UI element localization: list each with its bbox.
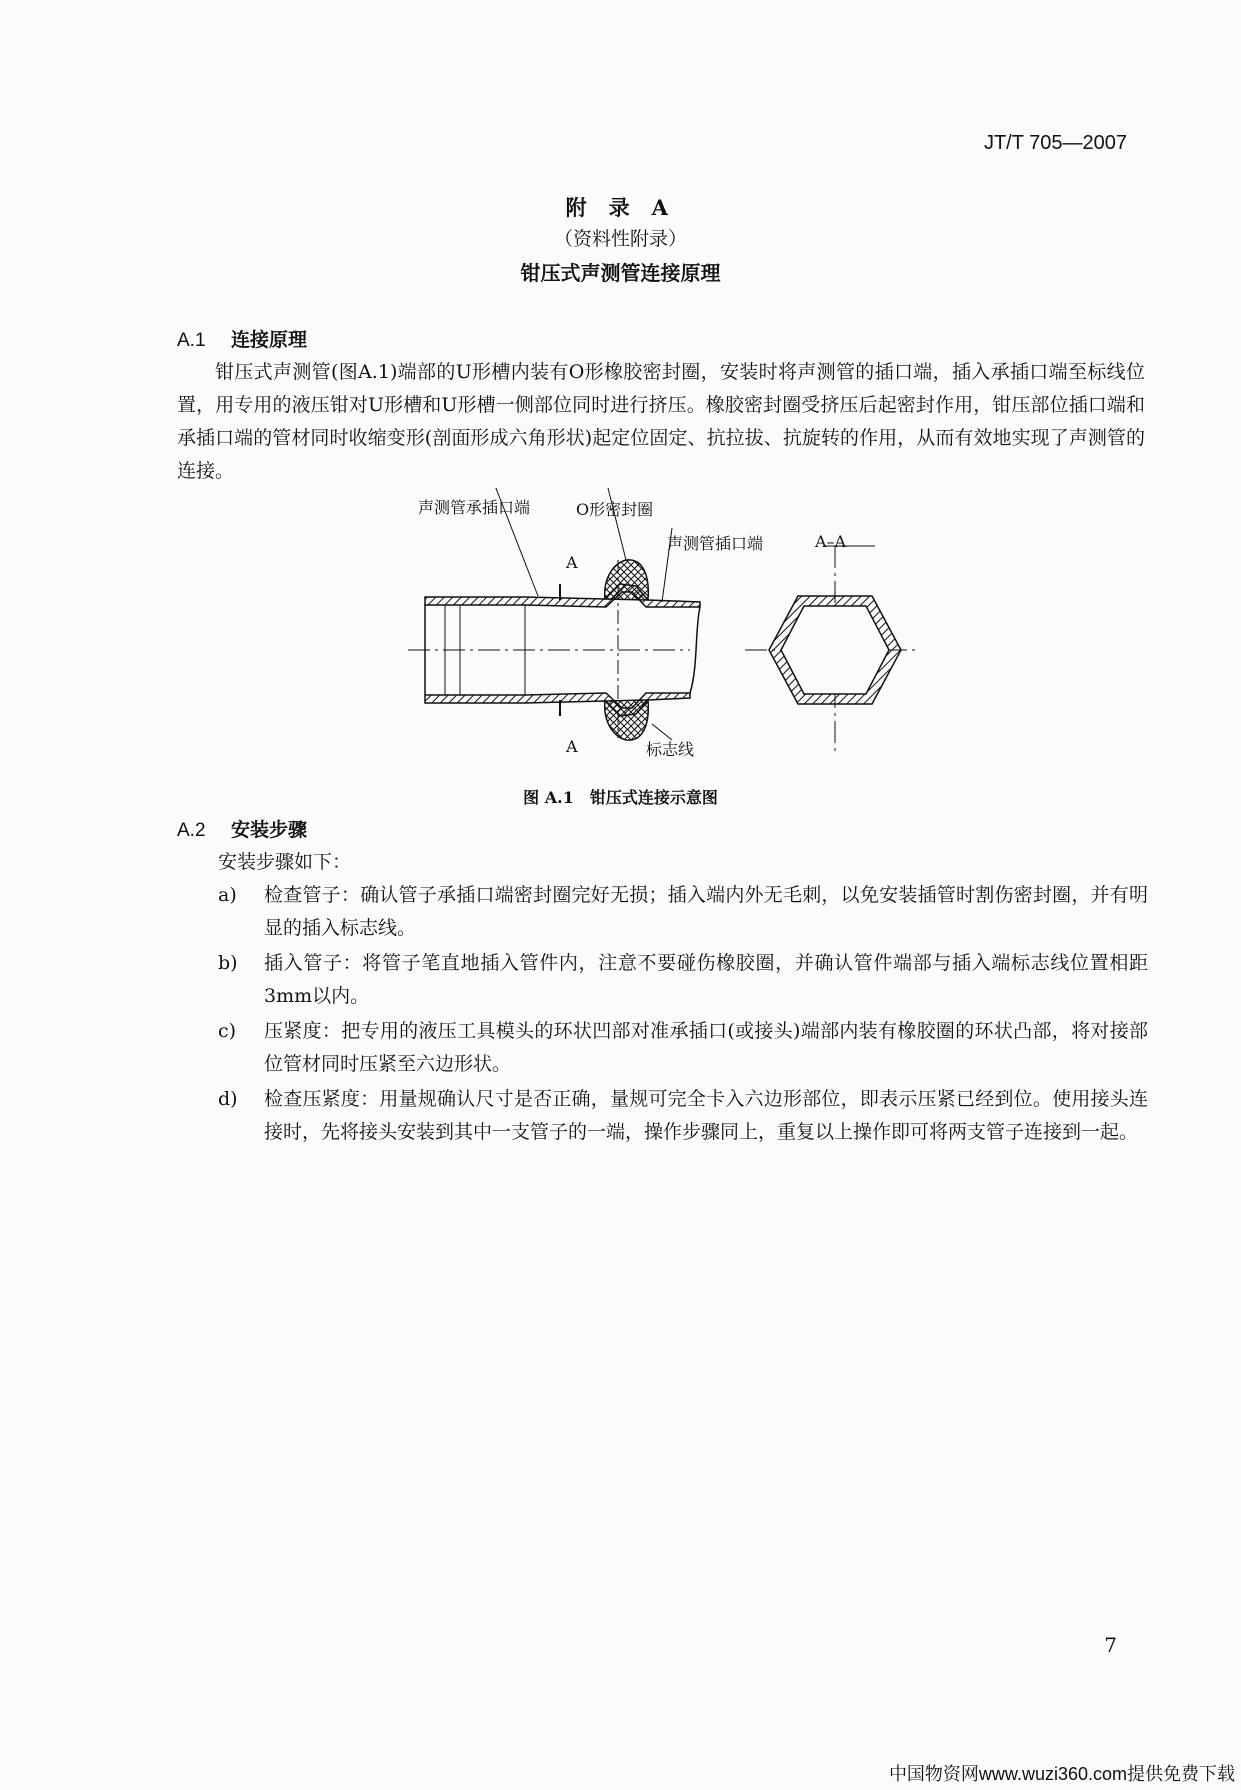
step-item [218, 1015, 1148, 1081]
step-text: 检查管子：确认管子承插口端密封圈完好无损；插入端内外无毛刺，以免安装插管时割伤密封圈，并有明显的插入标志线。 [264, 884, 1148, 939]
o-ring-bottom [605, 700, 649, 740]
step-text: 插入管子：将管子笔直地插入管件内，注意不要碰伤橡胶圈，并确认管件端部与插入端标志线位置相距3mm以内。 [264, 952, 1148, 1007]
label-mark-line: 标志线 [646, 740, 695, 759]
standard-code: JT/T 705—2007 [983, 132, 1127, 154]
figure-caption: 图 A.1 钳压式连接示意图 [523, 788, 718, 807]
watermark-text: 中国物资网www.wuzi360.com提供免费下载 [888, 1764, 1235, 1784]
hex-section-inner [781, 606, 889, 694]
label-spigot-end: 声测管插口端 [667, 534, 764, 553]
step-text: 检查压紧度：用量规确认尺寸是否正确，量规可完全卡入六边形部位，即表示压紧已经到位。使用接头连接时，先将接头安装到其中一支管子的一端，操作步骤同上，重复以上操作即可将两支管子连接到一起。 [264, 1088, 1148, 1143]
section-a2-intro: 安装步骤如下： [218, 851, 352, 873]
section-a1-paragraph: 钳压式声测管(图A.1)端部的U形槽内装有O形橡胶密封圈，安装时将声测管的插口端，插入承插口端至标线位置，用专用的液压钳对U形槽和U形槽一侧部位同时进行挤压。橡胶密封圈受挤压后起密封作用，钳压部位插口端和承插口端的管材同时收缩变形(剖面形成六角形状)起定位固定、抗拉拔、抗旋转的作用，从而有效地实现了声测管的连接。 [177, 361, 1145, 482]
label-section-view: A–A [815, 532, 847, 551]
step-key: a) [218, 884, 237, 906]
section-a2-title: 安装步骤 [231, 819, 308, 841]
label-socket-end: 声测管承插口端 [418, 498, 531, 517]
step-item [218, 879, 1148, 945]
step-text: 压紧度：把专用的液压工具模头的环状凹部对准承插口(或接头)端部内装有橡胶圈的环状凸部，将对接部位管材同时压紧至六边形状。 [264, 1020, 1148, 1075]
section-a1-heading [177, 325, 307, 352]
label-section-mark-bottom: A [566, 737, 578, 756]
step-key: d) [218, 1088, 238, 1110]
socket-wall-top [425, 584, 700, 607]
socket-wall-bottom [425, 693, 690, 716]
step-key: c) [218, 1020, 237, 1042]
step-item [218, 1083, 1148, 1149]
section-a2-number: A.2 [177, 820, 206, 841]
label-o-ring: O形密封圈 [576, 500, 654, 519]
o-ring-top [605, 560, 649, 600]
section-a1-number: A.1 [177, 330, 206, 351]
label-section-mark-top: A [566, 553, 578, 572]
appendix-subtitle: （资料性附录） [553, 228, 687, 250]
page-number: 7 [1104, 1633, 1117, 1657]
appendix-heading: 钳压式声测管连接原理 [520, 261, 721, 285]
section-a1-title: 连接原理 [231, 329, 308, 351]
step-item [218, 947, 1148, 1013]
section-a2-heading [177, 815, 307, 842]
appendix-title: 附 录 A [565, 195, 676, 220]
step-key: b) [218, 952, 238, 974]
pipe-right-break [690, 607, 700, 693]
